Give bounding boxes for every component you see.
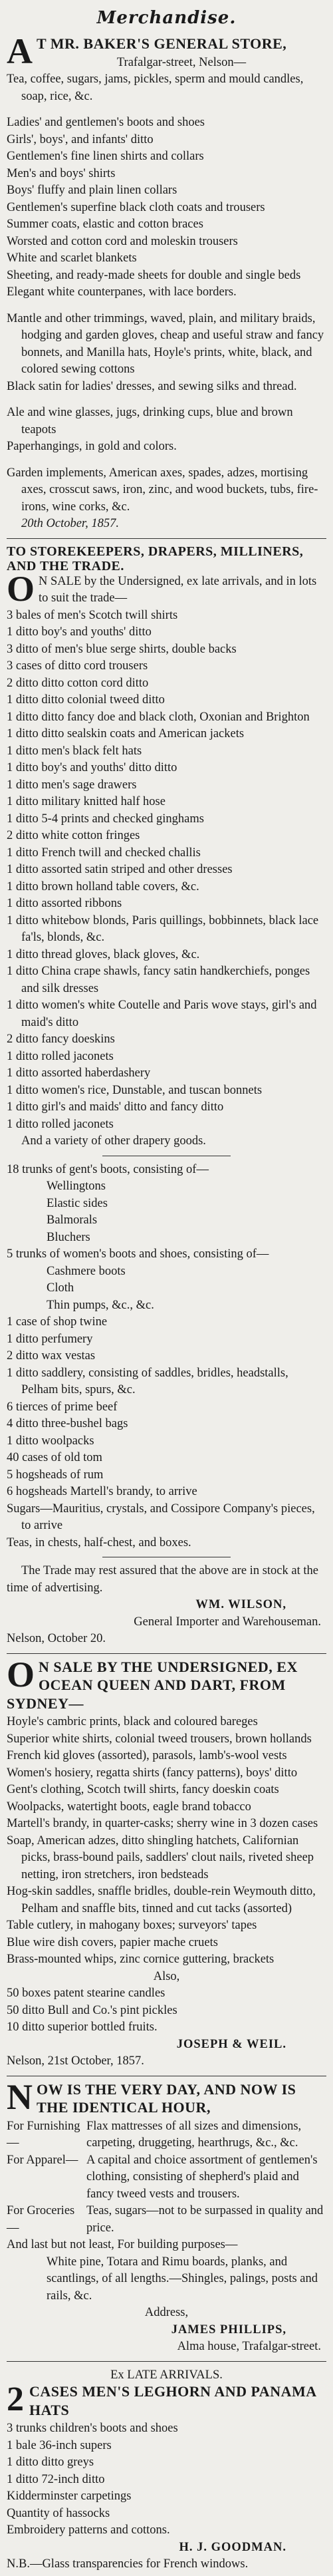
offer-row [7,2203,326,2237]
list-item: Superior white shirts, colonial tweed trousers, brown hollands [7,1732,312,1746]
list-item: Mantle and other trimmings, waved, plain, and military braids, hodging and garden gloves, cheap and useful straw and fancy bonnets, and Manilla hats, Hoyle's prints, white, black, and colored sewing cottons [7,311,324,376]
list-item: Wellingtons [47,1180,106,1193]
list-item: Garden implements, American axes, spades, adzes, mortising axes, crosscut saws, iron, zinc, and wood buckets, tubs, fire-irons, wine corks, &c. [7,466,318,514]
list-item: Hog-skin saddles, snaffle bridles, double-rein Weymouth ditto, Pelham and snaffle bits, tinned and cut tacks (assorted) [7,1885,316,1915]
list-item: Quantity of hassocks [7,2506,110,2520]
list-item: 1 ditto saddlery, consisting of saddles, bridles, headstalls, Pelham bits, spurs, &c. [7,1366,288,1396]
list-item: Black satin for ladies' dresses, and sewing silks and thread. [7,379,297,393]
list-item: Girls', boys', and infants' ditto [7,132,154,146]
list-item: Embroidery patterns and cottons. [7,2523,170,2537]
list-item: 1 case of shop twine [7,1315,108,1329]
list-item: Brass-mounted whips, zinc cornice guttering, brackets [7,1953,275,1966]
list-item: Gent's clothing, Scotch twill shirts, fancy doeskin coats [7,1783,279,1796]
ad-title: T MR. BAKER'S GENERAL STORE, [37,35,287,52]
list-item: Boys' fluffy and plain linen collars [7,184,177,197]
list-item: Woolpacks, watertight boots, eagle brand tobacco [7,1800,251,1814]
list-item: 50 ditto Bull and Co.'s pint pickles [7,2003,177,2017]
signature-name: JOSEPH & WEIL. [176,2037,286,2051]
list-item: 3 bales of men's Scotch twill shirts [7,608,178,622]
list-item: 1 ditto women's white Coutelle and Paris wove stays, girl's and maid's ditto [7,999,317,1029]
phillips-ad [7,2076,326,2356]
section-heading: Merchandise. [96,8,237,28]
offer-label: For Furnishing— [7,2119,80,2150]
intro-text: N SALE BY THE UNDERSIGNED, EX OCEAN QUEEN AND DART, FROM SYDNEY— [7,1658,298,1712]
list-item: 1 ditto boy's and youths' ditto ditto [7,761,177,774]
list-item: 1 ditto thread gloves, black gloves, &c. [7,947,200,961]
list-item: Men's and boys' shirts [7,166,116,180]
address: Trafalgar-street, Nelson— [116,55,247,69]
last-text: And last but not least, For building purposes— [7,2238,238,2251]
list-item: 2 ditto fancy doeskins [7,1033,115,1046]
list-item: Bluchers [47,1230,90,1244]
list-item: Summer coats, elastic and cotton braces [7,218,203,231]
nb-text: N.B.—Glass transparencies for French windows. [7,2557,249,2571]
list-item: 1 ditto men's black felt hats [7,744,142,758]
address-label: Address, [144,2306,189,2319]
list-item: Cashmere boots [47,1264,126,1278]
ad-date: Nelson, October 20. [7,1632,106,1645]
ad-date: Nelson, 21st October, 1857. [7,2054,144,2068]
list-item: White and scarlet blankets [7,251,137,265]
list-item: 1 ditto woolpacks [7,1434,94,1448]
offer-text: A capital and choice assortment of gentlemen's clothing, consisting of shepherd's plaid and fancy tweed vests and trousers. [86,2153,318,2201]
list-item: 1 ditto ditto fancy doe and black cloth, Oxonian and Brighton [7,710,310,724]
signature-name: JAMES PHILLIPS, [171,2323,286,2336]
list-item: Gentlemen's fine linen shirts and collars [7,150,204,163]
list-item: 1 ditto rolled jaconets [7,1049,114,1063]
offer-row [7,2152,326,2203]
list-item: 3 ditto of men's blue serge shirts, double backs [7,642,237,656]
trunks-intro: 18 trunks of gent's boots, consisting of— [7,1162,209,1176]
list-item: 10 ditto superior bottled fruits. [7,2020,158,2034]
list-item: Women's hosiery, regatta shirts (fancy patterns), boys' ditto [7,1766,298,1780]
list-item: Paperhangings, in gold and colors. [7,440,177,453]
list-item: 1 ditto French twill and checked challis [7,846,201,860]
ad-title: TO STOREKEEPERS, DRAPERS, MILLINERS, AND THE TRADE. [7,544,304,573]
list-item: French kid gloves (assorted), parasols, lamb's-wool vests [7,1749,287,1762]
list-item: Worsted and cotton cord and moleskin trousers [7,234,238,248]
list-item: Table cutlery, in mahogany boxes; surveyors' tapes [7,1919,257,1932]
notice: The Trade may rest assured that the above are in stock at the time of advertising. [7,1564,318,1595]
list-item: 6 tierces of prime beef [7,1400,118,1414]
baker-store-ad [7,31,326,533]
list-item: Blue wire dish covers, papier mache cruets [7,1935,218,1949]
list-item: Cloth [47,1281,74,1295]
list-item: 1 ditto women's rice, Dunstable, and tuscan bonnets [7,1083,263,1097]
signature-description: Alma house, Trafalgar-street. [177,2340,321,2353]
dropcap: O [7,568,35,609]
offer-label: For Groceries— [7,2204,75,2235]
list-item: Sugars—Mauritius, crystals, and Cossipore Company's pieces, to arrive [7,1502,315,1532]
dropcap: O [7,1654,35,1694]
list-item: Gentlemen's superfine black cloth coats and trousers [7,200,265,214]
list-item: 1 ditto boy's and youths' ditto [7,625,152,639]
list-item: 1 ditto ditto colonial tweed ditto [7,693,165,707]
offer-text: Teas, sugars—not to be surpassed in quality and price. [86,2204,324,2235]
offer-row [7,2118,326,2152]
list-item: Ale and wine glasses, jugs, drinking cups, blue and brown teapots [7,406,293,436]
list-item: Elastic sides [47,1196,108,1210]
list-item: 1 ditto assorted ribbons [7,897,122,910]
offer-text: Flax mattresses of all sizes and dimensions, carpeting, druggeting, hearthrugs, &c., &c. [86,2119,302,2150]
list-item: 50 boxes patent stearine candles [7,1987,166,2000]
list-item: 1 ditto girl's and maids' ditto and fancy ditto [7,1100,224,1114]
list-item: And a variety of other drapery goods. [21,1134,206,1148]
list-item: 3 trunks children's boots and shoes [7,2422,178,2435]
list-item: Kidderminster carpetings [7,2490,132,2503]
womens-intro: 5 trunks of women's boots and shoes, consisting of— [7,1247,269,1261]
list-item: 2 ditto wax vestas [7,1349,96,1363]
list-item: 5 hogsheads of rum [7,1468,104,1482]
divider [7,2361,326,2362]
list-item: 1 ditto ditto sealskin coats and American jackets [7,727,245,740]
list-item: 1 ditto brown holland table covers, &c. [7,880,199,893]
list-item: Teas, in chests, half-chest, and boxes. [7,1535,191,1549]
list-item: Thin pumps, &c., &c. [47,1298,154,1312]
list-item: 1 ditto assorted haberdashery [7,1066,151,1080]
ad-date: 20th October, 1857. [21,517,119,530]
list-item: Tea, coffee, sugars, jams, pickles, sperm and mould candles, soap, rice, &c. [7,73,304,103]
signature-name: WM. WILSON, [195,1598,286,1611]
ad-line: CASES MEN'S LEGHORN AND PANAMA HATS [29,2383,316,2418]
list-item: 1 ditto whitebow blonds, Paris quillings, bobbinnets, black lace fa'ls, blonds, &c. [7,913,319,944]
intro-text: N SALE by the Undersigned, ex late arrivals, and in lots to suit the trade— [39,574,317,605]
ad-title: Ex LATE ARRIVALS. [110,2368,223,2382]
list-item: 40 cases of old tom [7,1451,102,1464]
list-item: Sheeting, and ready-made sheets for double and single beds [7,268,301,282]
list-item: 1 ditto 5-4 prints and checked ginghams [7,812,204,826]
list-item: 1 ditto rolled jaconets [7,1117,114,1131]
offer-label: For Apparel— [7,2153,78,2167]
ad-title: OW IS THE VERY DAY, AND NOW IS THE IDENTICAL HOUR, [37,2080,296,2116]
list-item: Balmorals [47,1213,98,1227]
offer-text: White pine, Totara and Rimu boards, planks, and scantlings, of all lengths.—Shingles, palings, posts and rails, &c. [47,2255,318,2303]
dropcap: N [7,2076,33,2117]
list-item: 4 ditto three-bushel bags [7,1417,128,1430]
divider [7,538,326,539]
big-number: 2 [7,2380,24,2418]
list-item: 2 ditto ditto cotton cord ditto [7,676,149,690]
list-item: 3 cases of ditto cord trousers [7,659,148,673]
list-item: 1 ditto assorted satin striped and other dresses [7,863,233,876]
dropcap: A [7,31,33,71]
list-item: Martell's brandy, in quarter-casks; sherry wine in 3 dozen cases [7,1817,318,1830]
list-item: Hoyle's cambric prints, black and coloured bareges [7,1715,258,1728]
divider [7,1653,326,1654]
joseph-weil-ad [7,1654,326,2070]
list-item: Also, [153,1969,180,1983]
list-item: Soap, American adzes, ditto shingling hatchets, Californian picks, brass-bound pails, saddlers' clout nails, riveted sheep netting, iron stretchers, iron bedsteads [7,1834,314,1881]
list-item: 1 ditto men's sage drawers [7,778,137,792]
wilson-ad [7,544,326,1648]
goodman-ad [7,2367,326,2573]
list-item: 1 ditto ditto greys [7,2456,94,2469]
signature-name: H. J. GOODMAN. [179,2540,286,2554]
list-item: 1 ditto 72-inch ditto [7,2472,105,2486]
list-item: 2 ditto white cotton fringes [7,829,140,842]
list-item: Ladies' and gentlemen's boots and shoes [7,116,205,129]
list-item: 1 ditto military knitted half hose [7,795,166,808]
list-item: 1 bale 36-inch supers [7,2438,112,2452]
list-item: 6 hogsheads Martell's brandy, to arrive [7,1485,197,1498]
list-item: 1 ditto China crape shawls, fancy satin handkerchiefs, ponges and silk dresses [7,965,310,995]
signature-description: General Importer and Warehouseman. [134,1615,321,1629]
list-item: Elegant white counterpanes, with lace borders. [7,285,237,299]
list-item: 1 ditto perfumery [7,1332,93,1346]
